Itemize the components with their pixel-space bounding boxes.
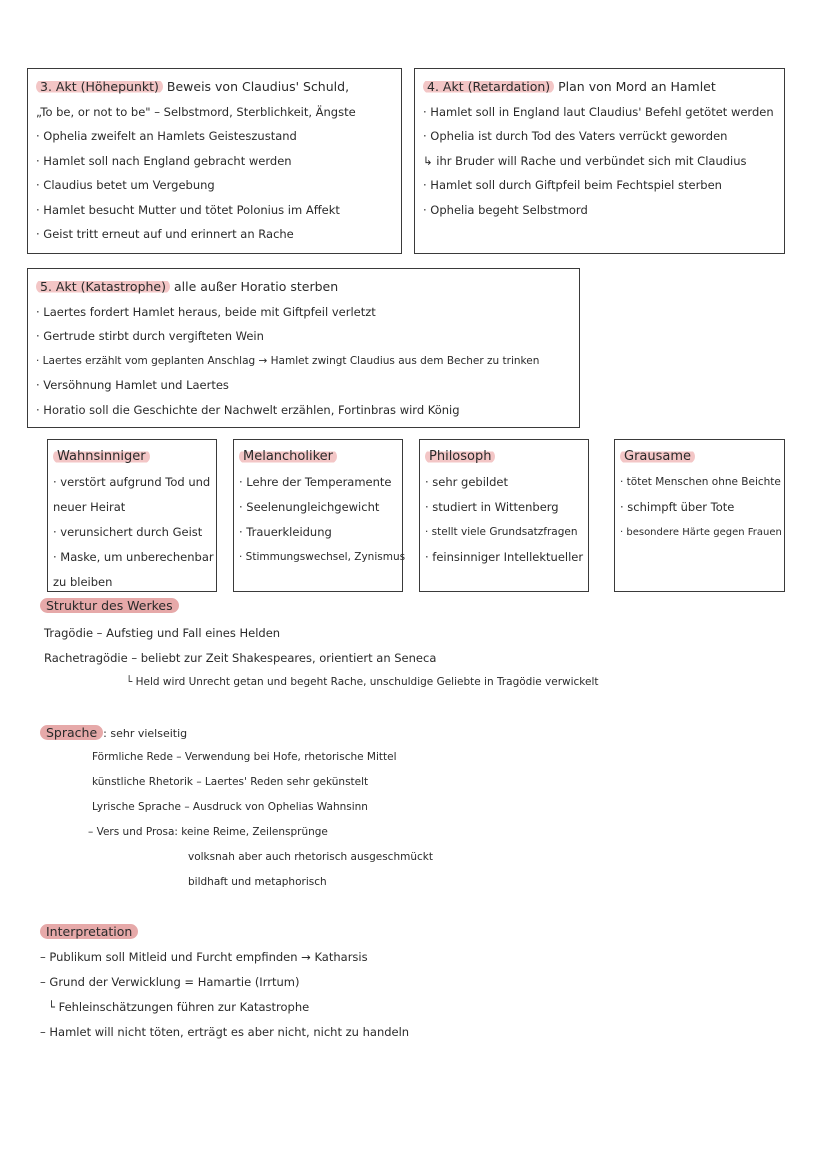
- character-title: Melancholiker: [239, 449, 337, 464]
- sprache-item: künstliche Rhetorik – Laertes' Reden sehr gekünstelt: [92, 776, 369, 788]
- interpretation-title: Interpretation: [40, 924, 138, 939]
- interpretation-item: – Grund der Verwicklung = Hamartie (Irrtum): [40, 975, 300, 989]
- sprache-subitem: volksnah aber auch rhetorisch ausgeschmückt: [188, 851, 433, 863]
- character-box-grausame: [614, 439, 785, 592]
- akt3-subtitle: Beweis von Claudius' Schuld,: [166, 79, 350, 94]
- character-item: · Stimmungswechsel, Zynismus: [239, 551, 406, 563]
- akt3-item: „To be, or not to be" – Selbstmord, Sterblichkeit, Ängste: [36, 104, 356, 119]
- character-item: · verunsichert durch Geist: [53, 525, 203, 539]
- akt3-box: [27, 68, 402, 254]
- character-item: · Lehre der Temperamente: [239, 475, 392, 489]
- akt5-item: · Horatio soll die Geschichte der Nachwelt erzählen, Fortinbras wird König: [36, 402, 460, 417]
- akt5-item: · Laertes erzählt vom geplanten Anschlag → Hamlet zwingt Claudius aus dem Becher zu trinken: [36, 354, 540, 367]
- akt3-item: · Hamlet soll nach England gebracht werden: [36, 153, 292, 168]
- akt3-item: · Claudius betet um Vergebung: [36, 178, 215, 192]
- akt4-item: · Hamlet soll in England laut Claudius' Befehl getötet werden: [423, 104, 774, 119]
- sprache-item: Lyrische Sprache – Ausdruck von Ophelias Wahnsinn: [92, 801, 368, 813]
- akt3-item: · Geist tritt erneut auf und erinnert an Rache: [36, 227, 294, 241]
- character-item: · Maske, um unberechenbar: [53, 550, 214, 564]
- character-box-wahnsinniger: [47, 439, 217, 592]
- akt3-label: 3. Akt (Höhepunkt): [36, 79, 163, 94]
- akt3-item: · Hamlet besucht Mutter und tötet Polonius im Affekt: [36, 202, 340, 217]
- sprache-title: Sprache: [40, 725, 103, 740]
- sprache-subitem: bildhaft und metaphorisch: [188, 876, 327, 888]
- akt5-item: · Gertrude stirbt durch vergifteten Wein: [36, 329, 264, 343]
- sprache-item: – Vers und Prosa: keine Reime, Zeilensprünge: [88, 826, 328, 838]
- akt5-item: · Laertes fordert Hamlet heraus, beide mit Giftpfeil verletzt: [36, 304, 376, 319]
- interpretation-item: – Publikum soll Mitleid und Furcht empfinden → Katharsis: [40, 950, 368, 964]
- character-item: · studiert in Wittenberg: [425, 500, 559, 514]
- struktur-line: └ Held wird Unrecht getan und begeht Rache, unschuldige Geliebte in Tragödie verwickelt: [126, 676, 599, 688]
- character-item: · sehr gebildet: [425, 475, 508, 489]
- akt4-subtitle: Plan von Mord an Hamlet: [558, 79, 716, 94]
- character-item: · feinsinniger Intellektueller: [425, 550, 584, 564]
- interpretation-item: – Hamlet will nicht töten, erträgt es aber nicht, nicht zu handeln: [40, 1025, 410, 1039]
- character-item: · Seelenungleichgewicht: [239, 500, 380, 514]
- sprache-intro: : sehr vielseitig: [103, 727, 188, 740]
- akt4-item: ↳ ihr Bruder will Rache und verbündet sich mit Claudius: [423, 153, 747, 168]
- character-item: · besondere Härte gegen Frauen: [620, 527, 782, 538]
- character-box-melancholiker: [233, 439, 406, 592]
- akt4-item: · Ophelia ist durch Tod des Vaters verrückt geworden: [423, 129, 728, 143]
- akt3-item: · Ophelia zweifelt an Hamlets Geisteszustand: [36, 129, 297, 143]
- akt5-label: 5. Akt (Katastrophe): [36, 279, 170, 294]
- interpretation-item: └ Fehleinschätzungen führen zur Katastrophe: [48, 1000, 310, 1014]
- character-title: Wahnsinniger: [53, 449, 150, 464]
- akt4-label: 4. Akt (Retardation): [423, 79, 554, 94]
- character-item: neuer Heirat: [53, 500, 126, 514]
- akt5-box: [27, 268, 580, 428]
- character-title: Grausame: [620, 449, 695, 464]
- akt4-box: [414, 68, 785, 254]
- character-item: · tötet Menschen ohne Beichte: [620, 476, 781, 488]
- struktur-line: Tragödie – Aufstieg und Fall eines Helden: [44, 626, 281, 640]
- character-title: Philosoph: [425, 449, 495, 464]
- character-item: zu bleiben: [53, 575, 113, 589]
- struktur-title: Struktur des Werkes: [40, 598, 179, 613]
- akt4-item: · Hamlet soll durch Giftpfeil beim Fechtspiel sterben: [423, 178, 722, 192]
- character-box-philosoph: [419, 439, 589, 592]
- akt5-item: · Versöhnung Hamlet und Laertes: [36, 378, 229, 392]
- character-item: · verstört aufgrund Tod und: [53, 475, 211, 489]
- struktur-line: Rachetragödie – beliebt zur Zeit Shakespeares, orientiert an Seneca: [44, 651, 437, 665]
- akt4-item: · Ophelia begeht Selbstmord: [423, 202, 588, 217]
- character-item: · stellt viele Grundsatzfragen: [425, 526, 578, 538]
- character-item: · Trauerkleidung: [239, 525, 332, 539]
- sprache-item: Förmliche Rede – Verwendung bei Hofe, rhetorische Mittel: [92, 751, 397, 763]
- akt5-subtitle: alle außer Horatio sterben: [173, 279, 339, 294]
- character-item: · schimpft über Tote: [620, 500, 735, 514]
